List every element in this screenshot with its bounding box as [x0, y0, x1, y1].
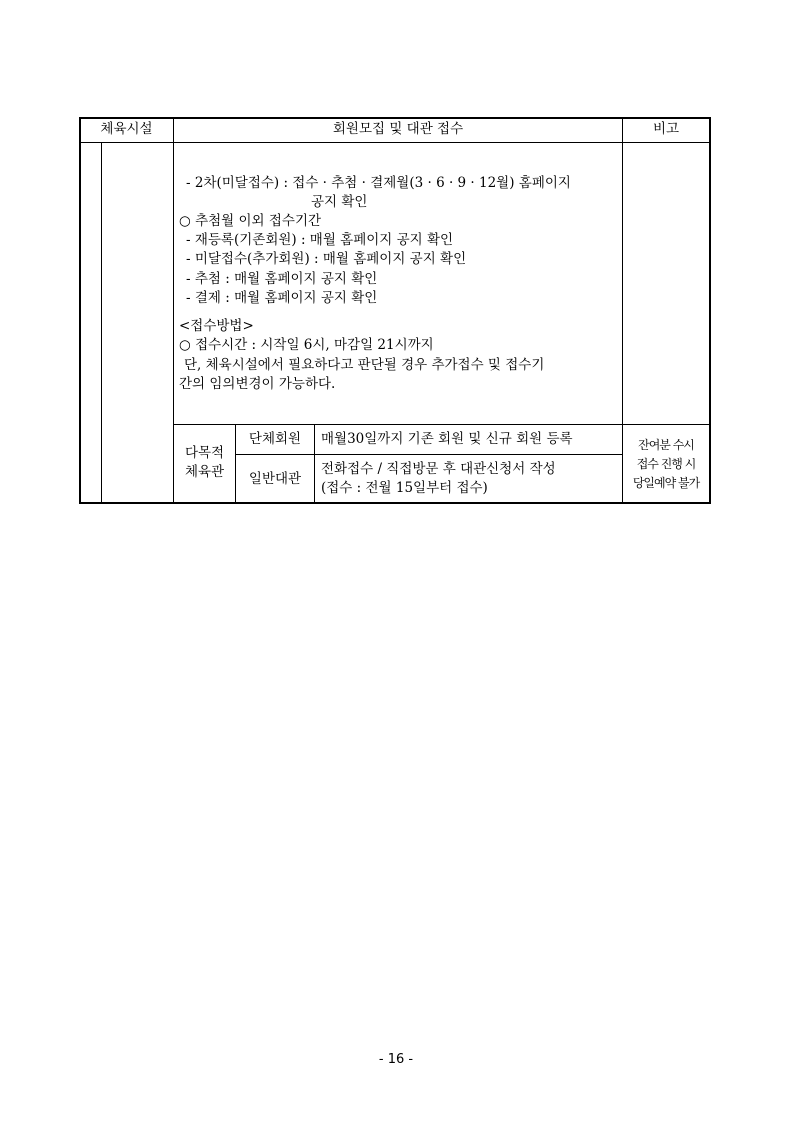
method-line-2b: 간의 임의변경이 가능하다. [179, 376, 336, 392]
sub-row1-type: 단체회원 [248, 431, 302, 447]
content-line-4: - 미달접수(추가회원) : 매월 홈페이지 공지 확인 [186, 251, 467, 267]
header-reception: 회원모집 및 대관 접수 [332, 121, 464, 137]
content-line-6: - 결제 : 매월 홈페이지 공지 확인 [186, 290, 378, 306]
sub-row1-desc: 매월30일까지 기존 회원 및 신규 회원 등록 [321, 431, 573, 447]
sub-facility-line-2: 체육관 [184, 464, 225, 480]
sub-table-top [173, 424, 711, 425]
sub-col-divider-2 [314, 424, 315, 504]
sub-row2-type: 일반대관 [248, 471, 302, 487]
method-line-2a: 단, 체육시설에서 필요하다고 판단될 경우 추가접수 및 접수기 [184, 357, 545, 373]
sub-facility-line-1: 다목적 [184, 445, 225, 461]
sub-row2-desc-2: (접수 : 전월 15일부터 접수) [321, 480, 488, 496]
sub-row-divider [235, 454, 622, 455]
sub-row2-desc-1: 전화접수 / 직접방문 후 대관신청서 작성 [321, 461, 556, 477]
content-line-3: - 재등록(기존회원) : 매월 홈페이지 공지 확인 [186, 232, 454, 248]
method-title: <접수방법> [179, 318, 254, 334]
content-line-2: ○ 추첨월 이외 접수기간 [179, 213, 322, 229]
method-line-1: ○ 접수시간 : 시작일 6시, 마감일 21시까지 [179, 337, 434, 353]
content-line-1a: - 2차(미달접수) : 접수 · 추첨 · 결제월(3 · 6 · 9 · 12월) 홈페이지 [186, 175, 571, 191]
remark-line-2: 접수 진행 시 [636, 457, 696, 471]
header-remarks: 비고 [652, 121, 680, 137]
content-line-1b: 공지 확인 [311, 194, 368, 210]
remark-line-1: 잔여분 수시 [638, 438, 694, 452]
remark-line-3: 당일예약 불가 [632, 476, 700, 490]
inner-left-divider [101, 142, 102, 504]
content-line-5: - 추첨 : 매월 홈페이지 공지 확인 [186, 271, 378, 287]
header-facility: 체육시설 [100, 121, 153, 137]
page-number: - 16 - [378, 1052, 414, 1067]
